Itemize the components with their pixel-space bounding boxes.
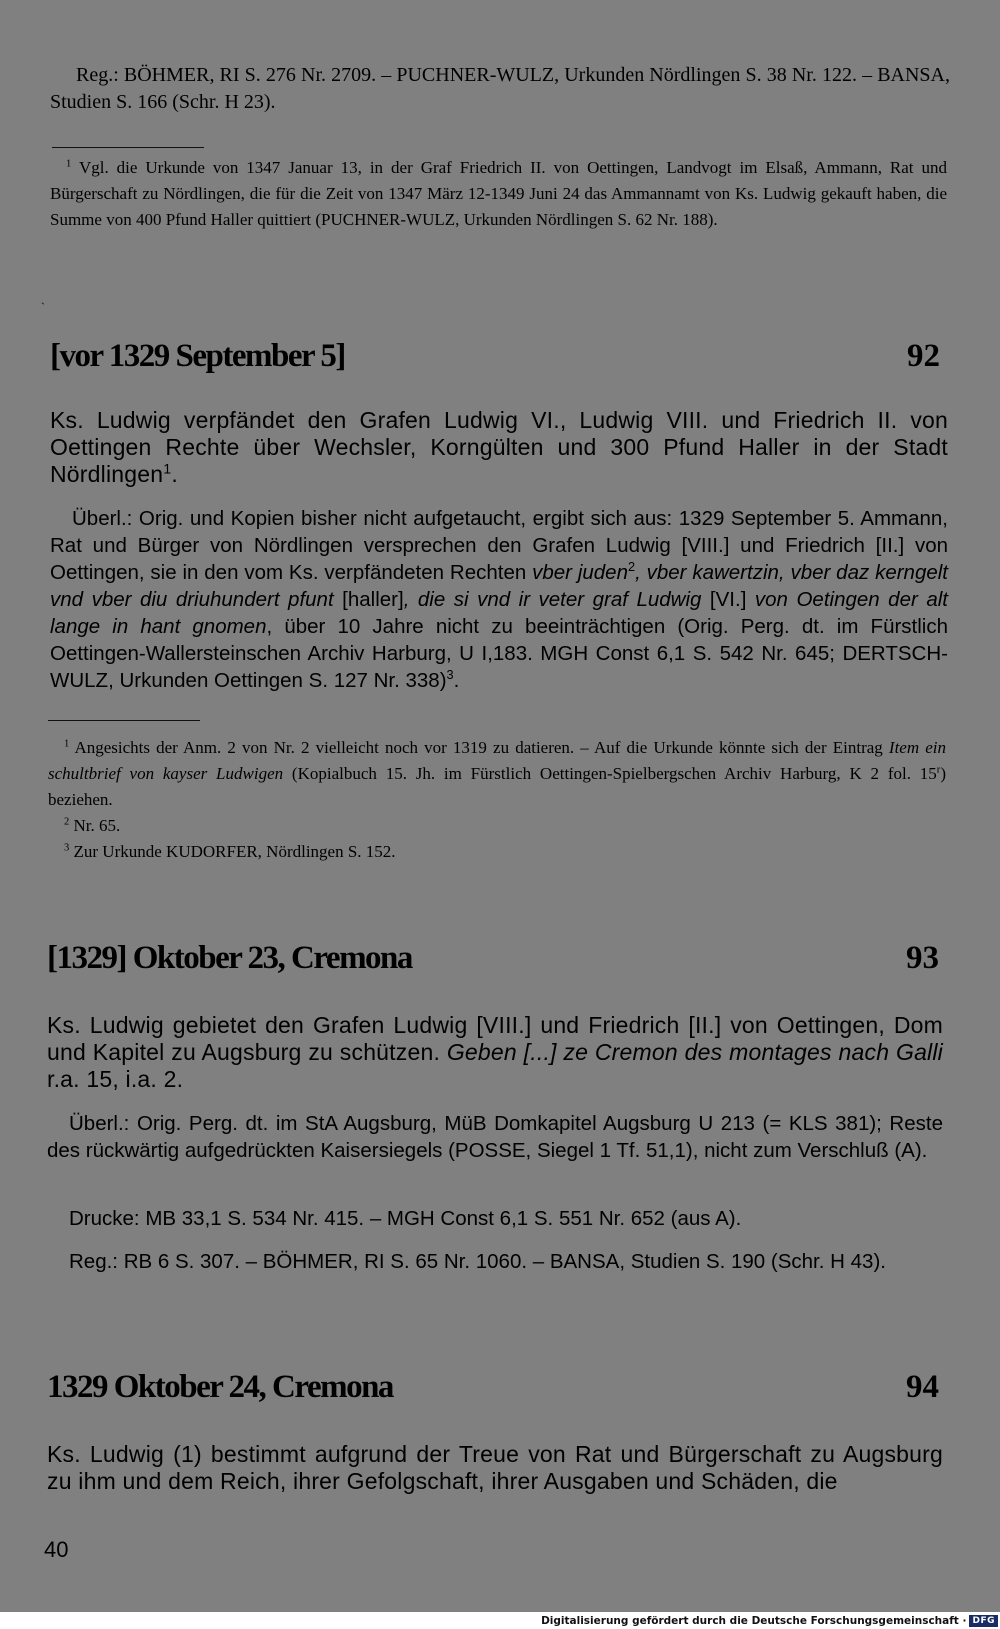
- entry-number: 93: [906, 940, 939, 976]
- footnote-text: Zur Urkunde KUDORFER, Nördlingen S. 152.: [73, 842, 396, 861]
- page-number: 40: [44, 1537, 69, 1562]
- uberl-text: [VI.]: [701, 588, 755, 611]
- uberl-text: [haller]: [342, 588, 404, 611]
- quote-italic: vber juden: [532, 561, 628, 584]
- entry-number: 94: [906, 1369, 939, 1405]
- regest-text: r.a. 15, i.a. 2.: [47, 1066, 184, 1092]
- footnote-ref: 3: [446, 667, 454, 683]
- entry-date: [vor 1329 September 5]: [50, 338, 345, 374]
- entry-92-footnotes: [48, 735, 946, 865]
- uberl-text: Überl.: Orig. Perg. dt. im StA Augsburg, MüB Domkapitel Augsburg U 213 (= KLS 381); Reste des rückwärtig aufgedrückten Kaisersiegels (POSSE, Siegel 1 Tf. 51,1), nicht zum Verschluß (A).: [47, 1112, 943, 1162]
- entry-94-regest: [47, 1441, 943, 1495]
- quote-italic: , die si vnd ir veter graf Ludwig: [403, 588, 702, 611]
- footnote-ref: 2: [627, 559, 636, 575]
- entry-93-regesta: [47, 1248, 943, 1275]
- scan-speck: `: [41, 300, 45, 314]
- dfg-logo: DFG: [969, 1615, 998, 1627]
- entry-93-uberlieferung: [47, 1110, 943, 1164]
- entry-92-uberlieferung: [50, 505, 948, 694]
- entry-94-header: [47, 1369, 939, 1409]
- drucke-text: Drucke: MB 33,1 S. 534 Nr. 415. – MGH Const 6,1 S. 551 Nr. 652 (aus A).: [69, 1207, 742, 1230]
- entry-92-header: [50, 338, 940, 378]
- footnote-3: $^3$ Zur Urkunde KUDORFER, Nördlingen S. 152.: [64, 842, 396, 861]
- footnote-1-text: Vgl. die Urkunde von 1347 Januar 13, in der Graf Friedrich II. von Oettingen, Landvogt im Elsaß, Ammann, Rat und Bürgerschaft zu Nördlingen, die für die Zeit von 1347 März 12-1349 Juni 24 das Ammannamt von Ks. Ludwig gekauft haben, die Summe von 400 Pfund Haller quittiert (PUCHNER-WULZ, Urkunden Nördlingen S. 62 Nr. 188).: [50, 158, 947, 229]
- footnote-text: ) beziehen.: [48, 764, 946, 809]
- regest-text: Ks. Ludwig (1) bestimmt aufgrund der Treue von Rat und Bürgerschaft zu Augsburg zu ihm und dem Reich, ihrer Gefolgschaft, ihrer Ausgaben und Schäden, die: [47, 1441, 943, 1494]
- footnote-text: Nr. 65.: [73, 816, 121, 835]
- footnote-text: Angesichts der Anm. 2 von Nr. 2 vielleicht noch vor 1319 zu datieren. – Auf die Urkunde könnte sich der Eintrag: [74, 738, 889, 757]
- footnote-2: $^2$ Nr. 65.: [64, 816, 121, 835]
- regesta-line-1: Reg.: BÖHMER, RI S. 276 Nr. 2709. – PUCHNER-WULZ, Urkunden Nördlingen S. 38 Nr.: [76, 64, 817, 86]
- quote-italic: , vber kawertzin, vber daz kerngelt vnd vber diu driuhundert pfunt: [50, 561, 948, 611]
- uberl-text: Überl.: Orig. und Kopien bisher nicht aufgetaucht, ergibt sich aus: 1329 September 5. Ammann, Rat und Bürger von Nördlingen versprechen den Grafen Ludwig [VIII.] und Friedrich [II.] von Oettingen, sie in den vom Ks. verpfändeten Rechten: [50, 507, 948, 584]
- digitization-credit: [541, 1613, 998, 1628]
- regesta-reference-top: [50, 62, 950, 116]
- entry-93-header: [47, 940, 939, 980]
- uberl-text: , über 10 Jahre nicht zu beeinträchtigen (Orig. Perg. dt. im Fürstlich Oettingen-Wallersteinschen Archiv Harburg, U I,183. MGH Const 6,1 S. 542 Nr. 645; DERTSCH-WULZ, Urkunden Oettingen S. 127 Nr. 338): [50, 615, 949, 692]
- entry-92-regest: Ks. Ludwig verpfändet den Grafen Ludwig VI., Ludwig VIII. und Friedrich II. von Oettingen Rechte über Wechsler, Korngülten und 300 Pfund Haller in der Stadt Nördlingen$^1$.: [50, 407, 948, 487]
- entry-date: [1329] Oktober 23, Cremona: [47, 940, 412, 976]
- entry-date: 1329 Oktober 24, Cremona: [47, 1369, 393, 1405]
- credit-text: Digitalisierung gefördert durch die Deutsche Forschungsgemeinschaft ·: [541, 1614, 967, 1627]
- footnote-ref: 1: [163, 461, 172, 478]
- regest-text: Ks. Ludwig gebietet den Grafen Ludwig [VIII.] und Friedrich [II.] von Oettingen, Dom und Kapitel zu Augsburg zu schützen.: [47, 1012, 943, 1065]
- quote-italic: von Oetingen der alt lange in hant gnomen: [50, 588, 948, 638]
- quote-italic: Item ein schultbrief von kayser Ludwigen: [48, 738, 946, 783]
- uberl-text: .: [453, 669, 460, 692]
- footnote-text: (Kopialbuch 15. Jh. im Fürstlich Oettingen-Spielbergschen Archiv Harburg, K 2 fol. 15: [283, 764, 937, 783]
- regesta-text: Reg.: RB 6 S. 307. – BÖHMER, RI S. 65 Nr. 1060. – BANSA, Studien S. 190 (Schr. H 43).: [69, 1250, 886, 1273]
- regesta-line-2: 122. – BANSA, Studien S. 166 (Schr. H 23).: [50, 64, 950, 113]
- footnote-divider: [48, 720, 200, 721]
- superscript: r: [936, 764, 941, 776]
- quote-italic: Geben [...] ze Cremon des montages nach Galli: [446, 1039, 943, 1065]
- entry-93-regest: [47, 1012, 943, 1093]
- entry-number: 92: [907, 338, 940, 374]
- footnote-1: $^1$ Angesichts der Anm. 2 von Nr. 2 vielleicht noch vor 1319 zu datieren. – Auf die Urkunde könnte sich der Eintrag Item ein schultbrief von kayser Ludwigen (Kopialbuch 15. Jh. im Fürstlich Oettingen-Spielbergschen Archiv Harburg, K 2 fol. 15$^r$) beziehen.: [48, 738, 946, 809]
- entry-93-drucke: [47, 1205, 943, 1232]
- footnote-divider: [52, 147, 204, 148]
- footnote-block-top: $^1$ Vgl. die Urkunde von 1347 Januar 13, in der Graf Friedrich II. von Oettingen, Landvogt im Elsaß, Ammann, Rat und Bürgerschaft zu Nördlingen, die für die Zeit von 1347 März 12-1349 Juni 24 das Ammannamt von Ks. Ludwig gekauft haben, die Summe von 400 Pfund Haller quittiert (PUCHNER-WULZ, Urkunden Nördlingen S. 62 Nr. 188).: [50, 158, 947, 229]
- regest-text: Ks. Ludwig verpfändet den Grafen Ludwig VI., Ludwig VIII. und Friedrich II. von Oettingen Rechte über Wechsler, Korngülten und 300 Pfund Haller in der Stadt Nördlingen: [50, 407, 948, 487]
